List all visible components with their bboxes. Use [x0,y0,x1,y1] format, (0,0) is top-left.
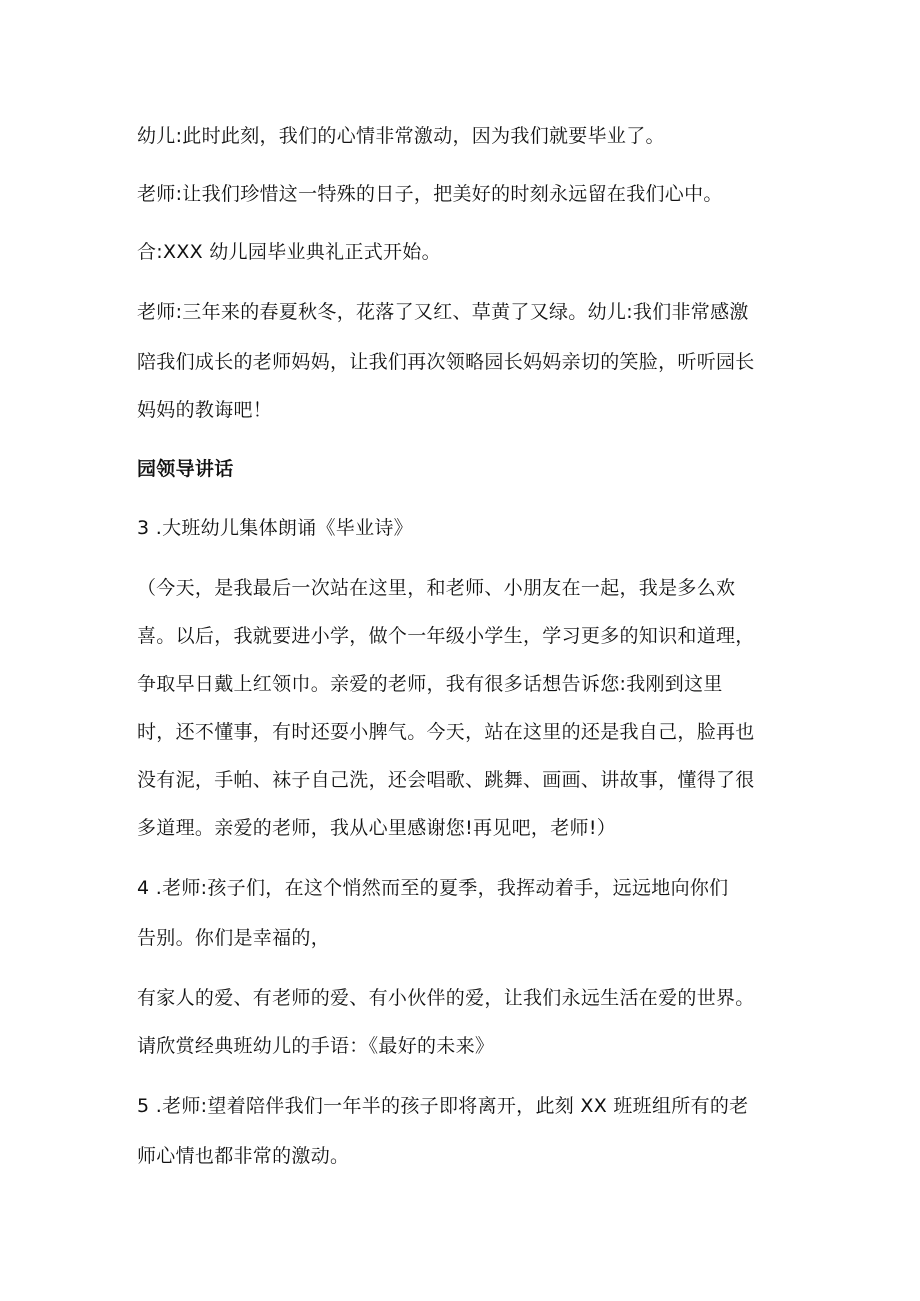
text-line: 4 .老师:孩子们，在这个悄然而至的夏季，我挥动着手，远远地向你们 [137,877,729,899]
text-line: 陪我们成长的老师妈妈，让我们再次领略园长妈妈亲切的笑脸，听听园长 [137,351,755,373]
text-line: 老师:三年来的春夏秋冬，花落了又红、草黄了又绿。幼儿:我们非常感激 [137,301,749,323]
text-line: 妈妈的教诲吧！ [137,399,273,421]
text-line: 时，还不懂事，有时还耍小脾气。今天，站在这里的还是我自己，脸再也 [137,721,755,743]
text-line: 多道理。亲爱的老师，我从心里感谢您!再见吧，老师!） [137,817,617,839]
text-line: 喜。以后，我就要进小学，做个一年级小学生，学习更多的知识和道理， [137,625,755,647]
text-line: 请欣赏经典班幼儿的手语：《最好的未来》 [137,1035,495,1057]
text-line: 幼儿:此时此刻，我们的心情非常激动，因为我们就要毕业了。 [137,125,665,147]
text-line: 争取早日戴上红领巾。亲爱的老师，我有很多话想告诉您:我刚到这里 [137,673,723,695]
text-line: 告别。你们是幸福的， [137,927,331,949]
text-line: 老师:让我们珍惜这一特殊的日子，把美好的时刻永远留在我们心中。 [137,183,723,205]
text-line: 3 .大班幼儿集体朗诵《毕业诗》 [137,517,413,539]
text-line: 合:XXX 幼儿园毕业典礼正式开始。 [137,241,441,263]
text-line: （今天，是我最后一次站在这里，和老师、小朋友在一起，我是多么欢 [137,577,736,599]
text-line: 有家人的爱、有老师的爱、有小伙伴的爱，让我们永远生活在爱的世界。 [137,987,755,1009]
text-line: 5 .老师:望着陪伴我们一年半的孩子即将离开，此刻 XX 班班组所有的老 [137,1095,749,1117]
section-heading: 园领导讲话 [137,458,234,480]
text-line: 师心情也都非常的激动。 [137,1145,350,1167]
text-line: 没有泥，手帕、袜子自己洗，还会唱歌、跳舞、画画、讲故事，懂得了很 [137,769,755,791]
